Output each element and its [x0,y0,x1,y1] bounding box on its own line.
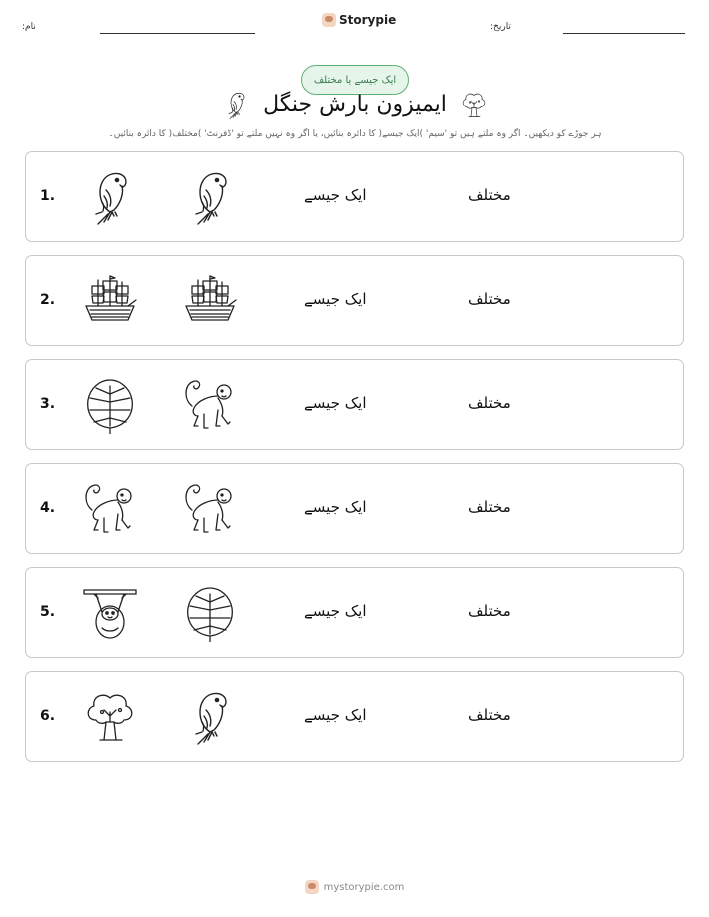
exercise-row [25,359,684,450]
sloth-icon [82,584,138,642]
option-same[interactable]: ایک جیسے [304,394,367,412]
option-different[interactable]: مختلف [468,498,511,516]
date-label: تاریخ: [490,22,511,32]
name-field[interactable] [100,33,255,34]
monkey-icon [82,480,138,538]
ship-icon [182,272,238,330]
row-number: 5. [40,604,56,620]
category-badge: ایک جیسے یا مختلف [301,65,409,95]
parrot-icon [222,90,250,120]
option-different[interactable]: مختلف [468,602,511,620]
date-field[interactable] [563,33,685,34]
leaf-icon [82,376,138,434]
row-number: 1. [40,188,56,204]
title-row [0,88,709,128]
footer-url: mystorypie.com [323,881,405,893]
exercise-row [25,567,684,658]
monkey-icon [182,376,238,434]
option-different[interactable]: مختلف [468,394,511,412]
option-same[interactable]: ایک جیسے [304,290,367,308]
page-title: ایمیزون بارش جنگل [263,92,447,117]
brand-logo [322,13,396,27]
monkey-icon [182,480,238,538]
tree-icon [460,90,488,120]
exercise-row [25,151,684,242]
brand-name: Storypie [339,13,397,27]
name-label: نام: [22,22,36,32]
option-different[interactable]: مختلف [468,290,511,308]
storypie-logo-icon [305,880,319,894]
ship-icon [82,272,138,330]
option-same[interactable]: ایک جیسے [304,602,367,620]
row-number: 4. [40,500,56,516]
row-number: 3. [40,396,56,412]
instructions: ہر جوڑے کو دیکھیں۔ اگر وہ ملتے ہیں تو 'سیم' )ایک جیسے( کا دائرہ بنائیں، یا اگر وہ نہیں ملتے تو 'ڈفرنٹ' )مختلف( کا دائرہ بنائیں۔ [108,129,602,139]
option-different[interactable]: مختلف [468,706,511,724]
leaf-icon [182,584,238,642]
footer [0,880,709,894]
parrot-icon [82,168,138,226]
option-same[interactable]: ایک جیسے [304,706,367,724]
parrot-icon [182,168,238,226]
option-same[interactable]: ایک جیسے [304,498,367,516]
tree-icon [82,688,138,746]
option-same[interactable]: ایک جیسے [304,186,367,204]
storypie-logo-icon [322,13,336,27]
exercise-row [25,255,684,346]
row-number: 2. [40,292,56,308]
exercise-row [25,463,684,554]
option-different[interactable]: مختلف [468,186,511,204]
exercise-row [25,671,684,762]
worksheet-header [0,0,709,50]
parrot-icon [182,688,238,746]
row-number: 6. [40,708,56,724]
